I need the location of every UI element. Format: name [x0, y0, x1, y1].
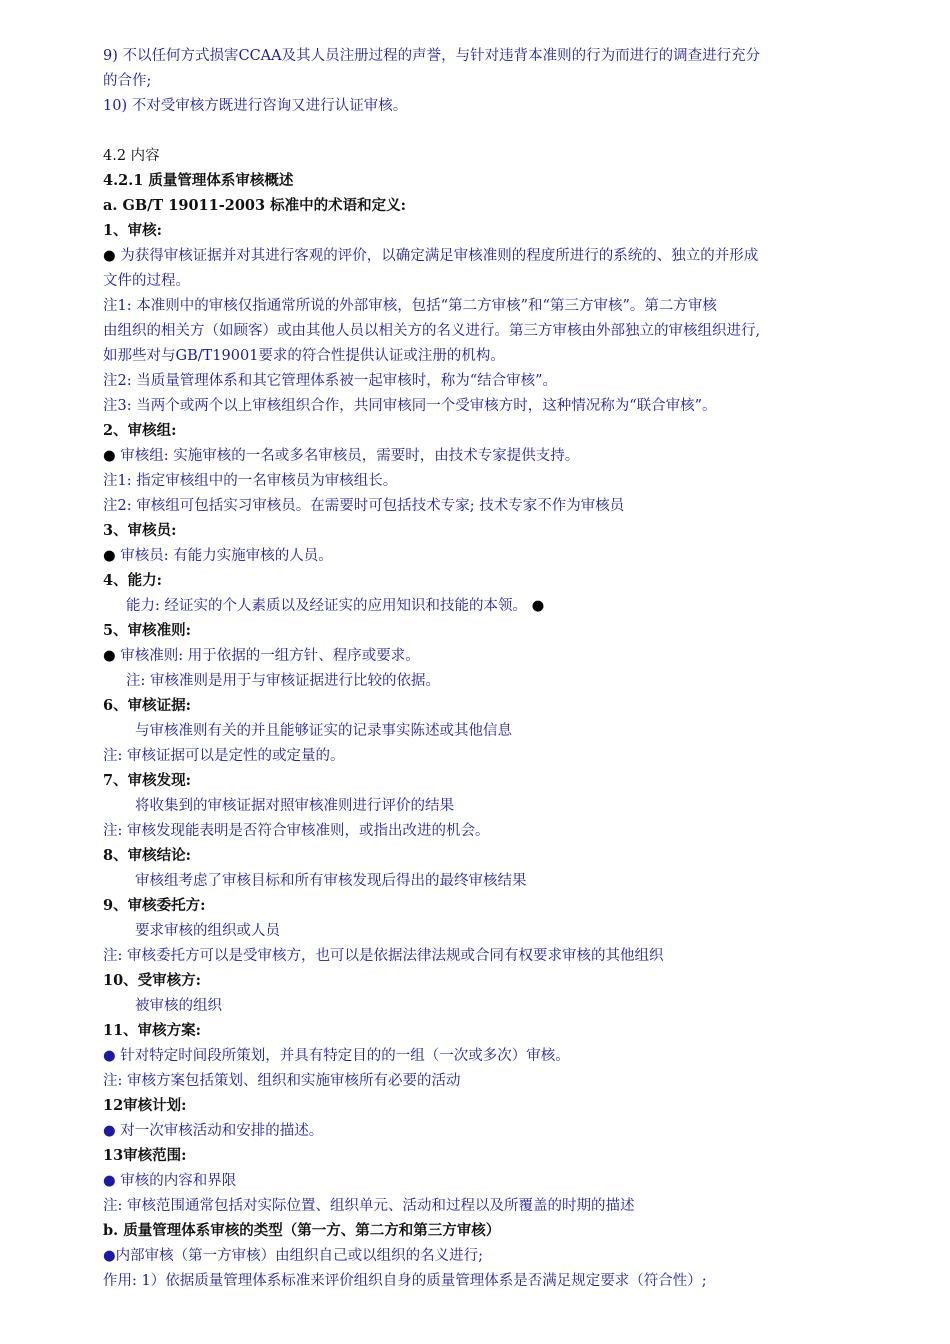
bullet-icon: ● [103, 648, 116, 664]
note-line: 注3: 当两个或两个以上审核组织合作，共同审核同一个受审核方时，这种情况称为“联合审核”。 [103, 398, 717, 414]
bullet-line [103, 246, 758, 266]
text-line: 的合作; [103, 73, 152, 89]
term-heading: 13审核范围: [103, 1147, 187, 1164]
note-line: 注: 审核范围通常包括对实际位置、组织单元、活动和过程以及所覆盖的时期的描述 [103, 1198, 635, 1214]
definition-text: 针对特定时间段所策划，并具有特定目的的一组（一次或多次）审核。 [120, 1048, 570, 1064]
text-line: 9) 不以任何方式损害CCAA及其人员注册过程的声誉，与针对违背本准则的行为而进行的调查进行充分 [103, 48, 761, 64]
definition-line [126, 596, 544, 616]
bullet-icon: ● [103, 1248, 116, 1264]
bullet-icon: ● [531, 598, 545, 614]
term-heading: 12审核计划: [103, 1097, 187, 1114]
note-line: 注1: 本准则中的审核仅指通常所说的外部审核，包括“第二方审核”和“第三方审核”。第二方审核 [103, 298, 717, 314]
term-heading: 4、能力: [103, 572, 162, 589]
definition-text: 审核的内容和界限 [120, 1173, 237, 1189]
definition-text: 审核组考虑了审核目标和所有审核发现后得出的最终审核结果 [135, 873, 527, 889]
term-heading: 10、受审核方: [103, 972, 202, 989]
subsection-heading: 4.2.1 质量管理体系审核概述 [103, 172, 294, 189]
note-line: 由组织的相关方（如顾客）或由其他人员以相关方的名义进行。第三方审核由外部独立的审核组织进行, [103, 323, 761, 339]
term-heading: 8、审核结论: [103, 847, 191, 864]
note-line: 注: 审核委托方可以是受审核方，也可以是依据法律法规或合同有权要求审核的其他组织 [103, 948, 664, 964]
term-heading: 2、审核组: [103, 422, 177, 439]
definition-text: 为获得审核证据并对其进行客观的评价，以确定满足审核准则的程度所进行的系统的、独立的并形成 [120, 248, 759, 264]
term-heading: 9、审核委托方: [103, 897, 206, 914]
bullet-line [103, 1246, 483, 1266]
bullet-icon: ● [103, 1123, 116, 1139]
definition-text: 审核组: 实施审核的一名或多名审核员，需要时，由技术专家提供支持。 [120, 448, 580, 464]
bullet-line [103, 446, 579, 466]
subsection-heading: a. GB/T 19011-2003 标准中的术语和定义: [103, 197, 406, 214]
definition-text: 与审核准则有关的并且能够证实的记录事实陈述或其他信息 [135, 723, 512, 739]
subsection-heading: b. 质量管理体系审核的类型（第一方、第二方和第三方审核） [103, 1222, 501, 1239]
note-line: 注: 审核发现能表明是否符合审核准则，或指出改进的机会。 [103, 823, 490, 839]
definition-text: 要求审核的组织或人员 [135, 923, 280, 939]
definition-text: 内部审核（第一方审核）由组织自己或以组织的名义进行; [115, 1248, 484, 1264]
note-line: 注1: 指定审核组中的一名审核员为审核组长。 [103, 473, 398, 489]
bullet-icon: ● [103, 1048, 116, 1064]
note-line: 注2: 审核组可包括实习审核员。在需要时可包括技术专家; 技术专家不作为审核员 [103, 498, 625, 514]
bullet-icon: ● [103, 1173, 116, 1189]
term-heading: 11、审核方案: [103, 1022, 202, 1039]
definition-text: 对一次审核活动和安排的描述。 [120, 1123, 324, 1139]
definition-text: 能力: 经证实的个人素质以及经证实的应用知识和技能的本领。 [126, 598, 527, 614]
bullet-icon: ● [103, 248, 116, 264]
section-heading: 4.2 内容 [103, 148, 160, 164]
term-heading: 7、审核发现: [103, 772, 191, 789]
bullet-line [103, 546, 333, 566]
bullet-line [103, 1121, 323, 1141]
definition-text: 审核员: 有能力实施审核的人员。 [120, 548, 333, 564]
bullet-line [103, 1046, 570, 1066]
note-line: 注: 审核准则是用于与审核证据进行比较的依据。 [126, 673, 440, 689]
term-heading: 1、审核: [103, 222, 162, 239]
text-line: 作用: 1）依据质量管理体系标准来评价组织自身的质量管理体系是否满足规定要求（符合性）; [103, 1273, 707, 1289]
text-line: 文件的过程。 [103, 273, 190, 289]
note-line: 注2: 当质量管理体系和其它管理体系被一起审核时，称为“结合审核”。 [103, 373, 558, 389]
definition-text: 被审核的组织 [135, 998, 222, 1014]
bullet-icon: ● [103, 448, 116, 464]
term-heading: 3、审核员: [103, 522, 177, 539]
note-line: 注: 审核证据可以是定性的或定量的。 [103, 748, 345, 764]
term-heading: 6、审核证据: [103, 697, 191, 714]
term-heading: 5、审核准则: [103, 622, 191, 639]
bullet-icon: ● [103, 548, 116, 564]
note-line: 注: 审核方案包括策划、组织和实施审核所有必要的活动 [103, 1073, 461, 1089]
bullet-line [103, 646, 420, 666]
text-line: 10) 不对受审核方既进行咨询又进行认证审核。 [103, 98, 408, 114]
bullet-line [103, 1171, 236, 1191]
definition-text: 将收集到的审核证据对照审核准则进行评价的结果 [135, 798, 454, 814]
note-line: 如那些对与GB/T19001要求的符合性提供认证或注册的机构。 [103, 348, 505, 364]
definition-text: 审核准则: 用于依据的一组方针、程序或要求。 [120, 648, 420, 664]
